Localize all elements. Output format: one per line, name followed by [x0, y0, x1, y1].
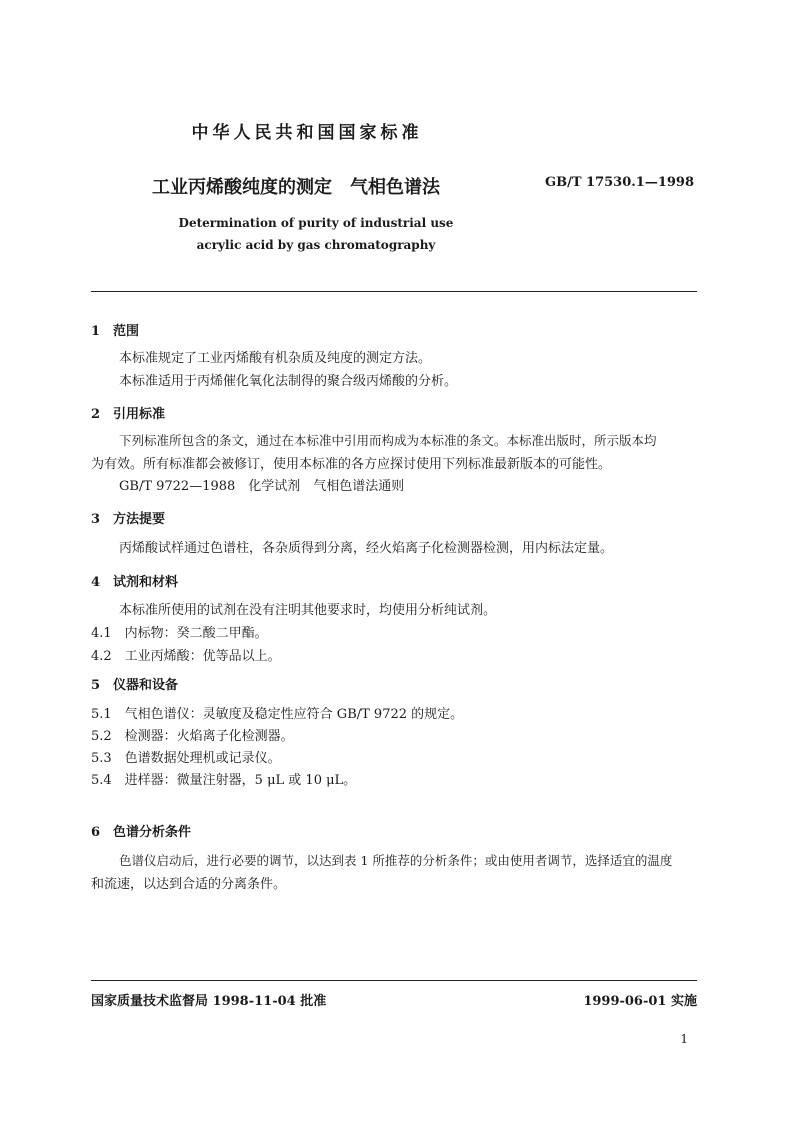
- page-number: 1: [680, 1032, 688, 1046]
- section-4-paragraph: 本标准所使用的试剂在没有注明其他要求时，均使用分析纯试剂。: [119, 603, 497, 618]
- section-5-item-3: 5.3 色谱数据处理机或记录仪。: [91, 751, 281, 766]
- section-5-item-2: 5.2 检测器：火焰离子化检测器。: [91, 729, 294, 744]
- section-2-paragraph-line-2: 为有效。所有标准都会被修订，使用本标准的各方应探讨使用下列标准最新版本的可能性。: [91, 457, 612, 472]
- section-6-paragraph-line-1: 色谱仪启动后，进行必要的调节，以达到表 1 所推荐的分析条件；或由使用者调节，选择适宜的温度: [119, 853, 673, 868]
- section-6-heading: 6 色谱分析条件: [91, 825, 192, 840]
- section-3-heading: 3 方法提要: [91, 512, 166, 527]
- footer-rule: [91, 980, 697, 981]
- section-2-heading: 2 引用标准: [91, 407, 166, 422]
- section-1-paragraph-1: 本标准规定了工业丙烯酸有机杂质及纯度的测定方法。: [119, 351, 432, 366]
- approval-date: 国家质量技术监督局 1998-11-04 批准: [91, 994, 327, 1009]
- section-6-paragraph-line-2: 和流速，以达到合适的分离条件。: [91, 877, 287, 892]
- section-2-reference: GB/T 9722—1988 化学试剂 气相色谱法通则: [119, 479, 405, 494]
- standard-number: GB/T 17530.1—1998: [545, 175, 695, 190]
- standard-title-cn: 工业丙烯酸纯度的测定 气相色谱法: [152, 177, 440, 198]
- section-2-paragraph-line-1: 下列标准所包含的条文，通过在本标准中引用而构成为本标准的条文。本标准出版时，所示版本均: [119, 433, 657, 448]
- section-5-item-4: 5.4 进样器：微量注射器，5 μL 或 10 μL。: [91, 773, 357, 788]
- section-1-paragraph-2: 本标准适用于丙烯催化氧化法制得的聚合级丙烯酸的分析。: [119, 374, 458, 389]
- section-5-heading: 5 仪器和设备: [91, 678, 179, 693]
- nation-title: 中华人民共和国国家标准: [191, 123, 423, 143]
- section-1-heading: 1 范围: [91, 324, 140, 339]
- header-rule: [91, 291, 697, 292]
- section-3-paragraph: 丙烯酸试样通过色谱柱，各杂质得到分离，经火焰离子化检测器检测，用内标法定量。: [119, 541, 614, 556]
- section-4-item-1: 4.1 内标物：癸二酸二甲酯。: [91, 626, 268, 641]
- standard-title-en-line2: acrylic acid by gas chromatography: [196, 238, 436, 252]
- section-5-item-1: 5.1 气相色谱仪：灵敏度及稳定性应符合 GB/T 9722 的规定。: [91, 707, 464, 722]
- section-4-heading: 4 试剂和材料: [91, 575, 179, 590]
- standard-title-en-line1: Determination of purity of industrial use: [178, 216, 454, 230]
- section-4-item-2: 4.2 工业丙烯酸：优等品以上。: [91, 649, 281, 664]
- implementation-date: 1999-06-01 实施: [583, 994, 697, 1009]
